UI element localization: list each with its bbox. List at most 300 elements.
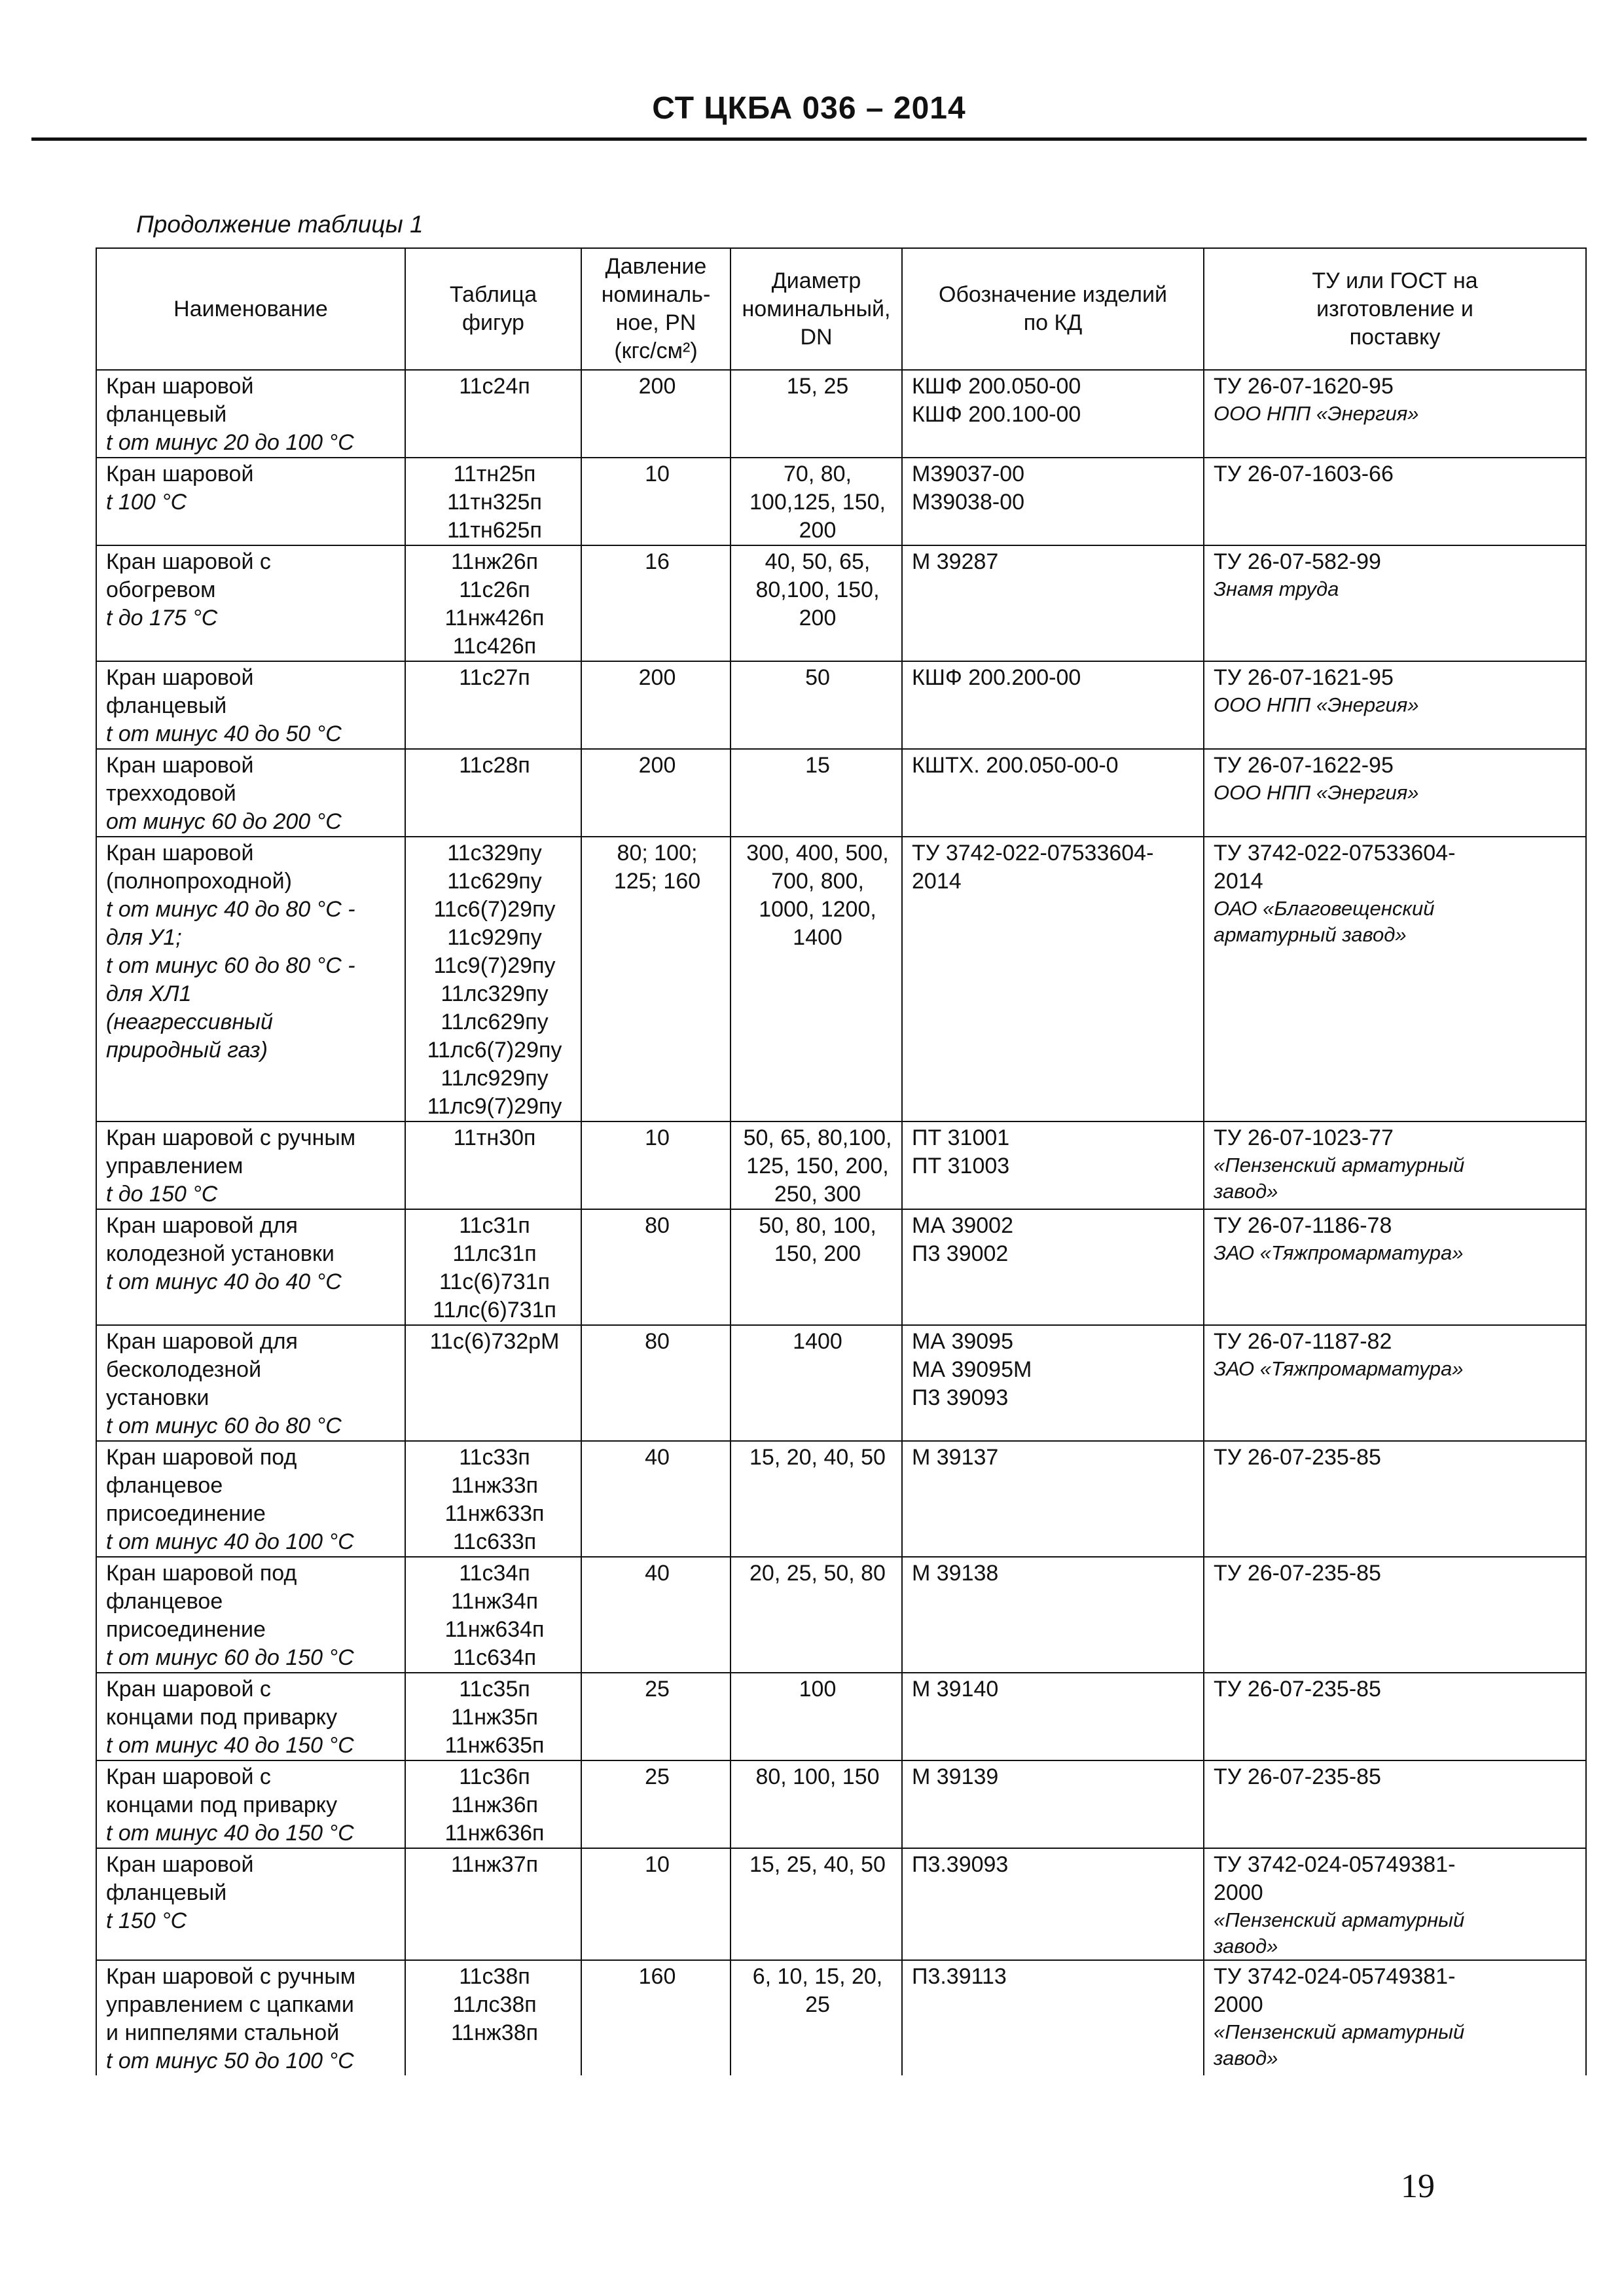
- cell-pn: [581, 1121, 731, 1209]
- cell-pn: [581, 1209, 731, 1325]
- temperature-range: t от минус 60 до 150 °С: [106, 1645, 354, 1670]
- diameter-value: 1400: [793, 1329, 842, 1354]
- tu-designation: ТУ 26-07-235-85: [1214, 1677, 1381, 1702]
- temperature-range: t от минус 40 до 80 °С -: [106, 897, 355, 922]
- diameter-value: 40, 50, 65,: [765, 549, 871, 574]
- valve-name: установки: [106, 1385, 209, 1410]
- table-row: [96, 1557, 1586, 1673]
- cell-tu: [1204, 1441, 1586, 1557]
- valve-name: Кран шаровой: [106, 665, 254, 690]
- temperature-range: t от минус 20 до 100 °С: [106, 430, 354, 455]
- pressure-value: 200: [638, 374, 676, 399]
- cell-dn: [731, 1848, 902, 1960]
- pressure-value: 200: [638, 665, 676, 690]
- cell-pn: [581, 661, 731, 749]
- column-header-text: Наименование: [173, 296, 328, 321]
- valve-table: [96, 247, 1587, 2075]
- valve-name: фланцевый: [106, 402, 227, 427]
- cell-pn: [581, 458, 731, 545]
- figure-code: 11с24п: [459, 374, 530, 399]
- valve-name: фланцевый: [106, 693, 227, 718]
- figure-code: 11нж38п: [450, 2020, 539, 2045]
- temperature-range: t от минус 60 до 80 °С -: [106, 953, 355, 978]
- tu-designation: 2014: [1214, 869, 1263, 894]
- figure-code: 11нж633п: [444, 1501, 545, 1526]
- cell-tu: [1204, 1209, 1586, 1325]
- cell-name: [96, 1673, 405, 1760]
- tu-designation: ТУ 26-07-1620-95: [1214, 374, 1394, 399]
- valve-name: Кран шаровой для: [106, 1213, 298, 1238]
- column-header-text: изготовление и: [1316, 296, 1473, 321]
- cell-dn: [731, 1673, 902, 1760]
- cell-kd: [902, 1848, 1204, 1960]
- cell-kd: [902, 837, 1204, 1121]
- figure-code: 11лс38п: [452, 1992, 537, 2017]
- cell-pn: [581, 1325, 731, 1441]
- tu-designation: ТУ 26-07-1621-95: [1214, 665, 1394, 690]
- cell-dn: [731, 661, 902, 749]
- cell-pn: [581, 1673, 731, 1760]
- pressure-value: 10: [645, 462, 670, 486]
- cell-kd: [902, 1209, 1204, 1325]
- tu-designation: ТУ 3742-024-05749381-: [1214, 1964, 1456, 1989]
- valve-name: присоединение: [106, 1501, 266, 1526]
- figure-code: 11тн625п: [447, 518, 542, 543]
- temperature-range: t до 150 °С: [106, 1182, 218, 1207]
- diameter-value: 25: [805, 1992, 830, 2017]
- diameter-value: 150, 200: [774, 1241, 861, 1266]
- cell-dn: [731, 1960, 902, 2075]
- valve-name: Кран шаровой с ручным: [106, 1125, 356, 1150]
- manufacturer: ОАО «Благовещенский: [1214, 897, 1435, 920]
- kd-designation: М 39287: [912, 549, 999, 574]
- column-header-text: ТУ или ГОСТ на: [1312, 268, 1478, 293]
- table-row: [96, 749, 1586, 837]
- pressure-value: 40: [645, 1445, 670, 1470]
- kd-designation: МА 39002: [912, 1213, 1013, 1238]
- cell-figures: [405, 1325, 581, 1441]
- cell-figures: [405, 1121, 581, 1209]
- valve-name: Кран шаровой с: [106, 549, 271, 574]
- cell-figures: [405, 1441, 581, 1557]
- tu-designation: ТУ 26-07-235-85: [1214, 1561, 1381, 1586]
- cell-name: [96, 1121, 405, 1209]
- diameter-value: 50, 80, 100,: [759, 1213, 876, 1238]
- figure-code: 11с629пу: [447, 869, 542, 894]
- cell-figures: [405, 1848, 581, 1960]
- figure-code: 11нж426п: [444, 606, 545, 630]
- valve-name: Кран шаровой под: [106, 1445, 297, 1470]
- figure-code: 11с633п: [452, 1529, 537, 1554]
- table-row: [96, 1960, 1586, 2075]
- table-caption: Продолжение таблицы 1: [136, 211, 424, 238]
- manufacturer: ЗАО «Тяжпромарматура»: [1214, 1357, 1464, 1380]
- kd-designation: М 39139: [912, 1764, 999, 1789]
- cell-figures: [405, 370, 581, 458]
- tu-designation: ТУ 26-07-1603-66: [1214, 462, 1394, 486]
- cell-kd: [902, 1441, 1204, 1557]
- manufacturer: Знамя труда: [1214, 577, 1339, 600]
- kd-designation: М 39140: [912, 1677, 999, 1702]
- column-header-col-figures: [405, 248, 581, 370]
- figure-code: 11с329пу: [447, 841, 542, 866]
- cell-tu: [1204, 749, 1586, 837]
- pressure-value: 40: [645, 1561, 670, 1586]
- valve-name: Кран шаровой: [106, 753, 254, 778]
- cell-pn: [581, 1960, 731, 2075]
- pressure-value: 80; 100;: [617, 841, 698, 866]
- cell-dn: [731, 1557, 902, 1673]
- cell-dn: [731, 458, 902, 545]
- cell-tu: [1204, 661, 1586, 749]
- manufacturer: завод»: [1214, 2047, 1278, 2069]
- cell-kd: [902, 749, 1204, 837]
- column-header-text: ное, PN: [615, 310, 696, 335]
- figure-code: 11с34п: [459, 1561, 530, 1586]
- temperature-range: (неагрессивный: [106, 1010, 273, 1034]
- pressure-value: 25: [645, 1677, 670, 1702]
- valve-name: трехходовой: [106, 781, 236, 806]
- figure-code: 11нж35п: [450, 1705, 539, 1730]
- valve-name: Кран шаровой: [106, 462, 254, 486]
- figure-code: 11с6(7)29пу: [433, 897, 556, 922]
- cell-pn: [581, 1760, 731, 1848]
- valve-name: Кран шаровой с ручным: [106, 1964, 356, 1989]
- kd-designation: МА 39095: [912, 1329, 1013, 1354]
- pressure-value: 10: [645, 1852, 670, 1877]
- kd-designation: МА 39095М: [912, 1357, 1032, 1382]
- cell-dn: [731, 1209, 902, 1325]
- diameter-value: 15, 20, 40, 50: [749, 1445, 886, 1470]
- cell-figures: [405, 458, 581, 545]
- cell-dn: [731, 1441, 902, 1557]
- figure-code: 11с28п: [459, 753, 530, 778]
- valve-name: (полнопроходной): [106, 869, 292, 894]
- column-header-text: фигур: [462, 310, 524, 335]
- cell-kd: [902, 1960, 1204, 2075]
- valve-name: управлением: [106, 1154, 244, 1178]
- figure-code: 11нж34п: [450, 1589, 539, 1614]
- temperature-range: t от минус 40 до 40 °С: [106, 1269, 342, 1294]
- figure-code: 11нж634п: [444, 1617, 545, 1642]
- figure-code: 11с26п: [459, 577, 530, 602]
- column-header-text: номинальный,: [742, 296, 891, 321]
- cell-tu: [1204, 1557, 1586, 1673]
- cell-name: [96, 458, 405, 545]
- temperature-range: t 100 °С: [106, 490, 187, 515]
- cell-name: [96, 1760, 405, 1848]
- figure-code: 11нж33п: [450, 1473, 539, 1498]
- valve-name: Кран шаровой для: [106, 1329, 298, 1354]
- cell-figures: [405, 1557, 581, 1673]
- figure-code: 11лс9(7)29пу: [427, 1094, 562, 1119]
- table-row: [96, 837, 1586, 1121]
- cell-dn: [731, 370, 902, 458]
- valve-name: Кран шаровой с: [106, 1764, 271, 1789]
- figure-code: 11тн30п: [453, 1125, 536, 1150]
- diameter-value: 70, 80,: [784, 462, 852, 486]
- figure-code: 11с(6)731п: [439, 1269, 550, 1294]
- figure-code: 11лс31п: [452, 1241, 537, 1266]
- cell-name: [96, 1557, 405, 1673]
- valve-name: присоединение: [106, 1617, 266, 1642]
- valve-name: Кран шаровой с: [106, 1677, 271, 1702]
- cell-figures: [405, 1209, 581, 1325]
- diameter-value: 1400: [793, 925, 842, 950]
- table-row: [96, 661, 1586, 749]
- figure-code: 11лс929пу: [441, 1066, 549, 1091]
- figure-code: 11с36п: [459, 1764, 530, 1789]
- diameter-value: 300, 400, 500,: [746, 841, 889, 866]
- cell-tu: [1204, 1673, 1586, 1760]
- kd-designation: КШФ 200.050-00: [912, 374, 1081, 399]
- figure-code: 11нж36п: [450, 1793, 539, 1817]
- diameter-value: 80, 100, 150: [755, 1764, 880, 1789]
- kd-designation: КШФ 200.200-00: [912, 665, 1081, 690]
- manufacturer: ООО НПП «Энергия»: [1214, 693, 1419, 716]
- column-header-col-tu: [1204, 248, 1586, 370]
- cell-name: [96, 1848, 405, 1960]
- table-row: [96, 545, 1586, 661]
- figure-code: 11с634п: [452, 1645, 537, 1670]
- valve-name: Кран шаровой под: [106, 1561, 297, 1586]
- cell-figures: [405, 661, 581, 749]
- cell-kd: [902, 370, 1204, 458]
- temperature-range: от минус 60 до 200 °С: [106, 809, 342, 834]
- diameter-value: 200: [799, 606, 837, 630]
- tu-designation: ТУ 26-07-1023-77: [1214, 1125, 1394, 1150]
- figure-code: 11лс6(7)29пу: [427, 1038, 562, 1063]
- tu-designation: 2000: [1214, 1880, 1263, 1905]
- diameter-value: 6, 10, 15, 20,: [752, 1964, 883, 1989]
- cell-dn: [731, 749, 902, 837]
- valve-name: обогревом: [106, 577, 216, 602]
- temperature-range: t от минус 40 до 50 °С: [106, 721, 342, 746]
- diameter-value: 1000, 1200,: [759, 897, 876, 922]
- cell-tu: [1204, 837, 1586, 1121]
- tu-designation: ТУ 26-07-1187-82: [1214, 1329, 1392, 1354]
- cell-figures: [405, 1760, 581, 1848]
- valve-name: фланцевое: [106, 1589, 223, 1614]
- diameter-value: 700, 800,: [771, 869, 864, 894]
- figure-code: 11с33п: [459, 1445, 530, 1470]
- diameter-value: 125, 150, 200,: [746, 1154, 889, 1178]
- figure-code: 11нж635п: [444, 1733, 545, 1758]
- cell-pn: [581, 1557, 731, 1673]
- kd-designation: КШФ 200.100-00: [912, 402, 1081, 427]
- manufacturer: ООО НПП «Энергия»: [1214, 781, 1419, 804]
- figure-code: 11лс329пу: [441, 981, 549, 1006]
- kd-designation: М 39137: [912, 1445, 999, 1470]
- cell-name: [96, 1960, 405, 2075]
- table-header-row: [96, 248, 1586, 370]
- manufacturer: арматурный завод»: [1214, 923, 1407, 946]
- table-row: [96, 1760, 1586, 1848]
- pressure-value: 10: [645, 1125, 670, 1150]
- manufacturer: завод»: [1214, 1180, 1278, 1203]
- figure-code: 11с35п: [459, 1677, 530, 1702]
- valve-name: концами под приварку: [106, 1793, 338, 1817]
- cell-name: [96, 661, 405, 749]
- column-header-text: Давление: [605, 254, 707, 279]
- table-row: [96, 1848, 1586, 1960]
- kd-designation: ТУ 3742-022-07533604-: [912, 841, 1154, 866]
- column-header-text: по КД: [1023, 310, 1083, 335]
- figure-code: 11с38п: [459, 1964, 530, 1989]
- cell-dn: [731, 1325, 902, 1441]
- kd-designation: М39038-00: [912, 490, 1025, 515]
- cell-figures: [405, 1673, 581, 1760]
- cell-figures: [405, 837, 581, 1121]
- cell-kd: [902, 545, 1204, 661]
- cell-name: [96, 1441, 405, 1557]
- manufacturer: ООО НПП «Энергия»: [1214, 402, 1419, 425]
- table-row: [96, 458, 1586, 545]
- pressure-value: 16: [645, 549, 670, 574]
- manufacturer: «Пензенский арматурный: [1214, 1908, 1465, 1931]
- document-header: [31, 90, 1587, 141]
- kd-designation: П3.39093: [912, 1852, 1009, 1877]
- temperature-range: t от минус 40 до 100 °С: [106, 1529, 354, 1554]
- valve-name: и ниппелями стальной: [106, 2020, 340, 2045]
- valve-name: колодезной установки: [106, 1241, 334, 1266]
- tu-designation: ТУ 26-07-235-85: [1214, 1764, 1381, 1789]
- tu-designation: ТУ 26-07-1622-95: [1214, 753, 1394, 778]
- column-header-text: DN: [800, 324, 833, 350]
- cell-figures: [405, 749, 581, 837]
- temperature-range: для ХЛ1: [106, 981, 192, 1006]
- cell-tu: [1204, 545, 1586, 661]
- diameter-value: 250, 300: [774, 1182, 861, 1207]
- cell-tu: [1204, 370, 1586, 458]
- figure-code: 11нж26п: [450, 549, 539, 574]
- cell-figures: [405, 545, 581, 661]
- cell-pn: [581, 545, 731, 661]
- column-header-text: номиналь-: [601, 282, 711, 307]
- cell-name: [96, 837, 405, 1121]
- table-row: [96, 1121, 1586, 1209]
- cell-pn: [581, 837, 731, 1121]
- diameter-value: 15: [805, 753, 830, 778]
- column-header-col-dn: [731, 248, 902, 370]
- manufacturer: «Пензенский арматурный: [1214, 1154, 1465, 1176]
- cell-pn: [581, 1441, 731, 1557]
- tu-designation: ТУ 26-07-235-85: [1214, 1445, 1381, 1470]
- temperature-range: для У1;: [106, 925, 182, 950]
- table-row: [96, 1325, 1586, 1441]
- diameter-value: 80,100, 150,: [755, 577, 880, 602]
- cell-name: [96, 370, 405, 458]
- diameter-value: 15, 25, 40, 50: [749, 1852, 886, 1877]
- cell-dn: [731, 1760, 902, 1848]
- valve-name: управлением с цапками: [106, 1992, 354, 2017]
- kd-designation: КШТХ. 200.050-00-0: [912, 753, 1119, 778]
- diameter-value: 20, 25, 50, 80: [749, 1561, 886, 1586]
- page-number: 19: [1401, 2168, 1435, 2205]
- pressure-value: 80: [645, 1213, 670, 1238]
- valve-name: Кран шаровой: [106, 374, 254, 399]
- kd-designation: П3 39002: [912, 1241, 1009, 1266]
- temperature-range: t от минус 40 до 150 °С: [106, 1821, 354, 1846]
- manufacturer: завод»: [1214, 1935, 1278, 1958]
- cell-kd: [902, 1121, 1204, 1209]
- cell-pn: [581, 370, 731, 458]
- kd-designation: ПТ 31003: [912, 1154, 1010, 1178]
- pressure-value: 125; 160: [613, 869, 701, 894]
- valve-name: Кран шаровой: [106, 841, 254, 866]
- table-body: [96, 370, 1586, 2075]
- figure-code: 11с31п: [459, 1213, 530, 1238]
- column-header-text: Обозначение изделий: [939, 282, 1167, 307]
- temperature-range: t от минус 60 до 80 °С: [106, 1413, 342, 1438]
- diameter-value: 50: [805, 665, 830, 690]
- cell-tu: [1204, 1760, 1586, 1848]
- temperature-range: t от минус 40 до 150 °С: [106, 1733, 354, 1758]
- tu-designation: 2000: [1214, 1992, 1263, 2017]
- column-header-text: (кгс/см²): [614, 338, 698, 363]
- valve-name: концами под приварку: [106, 1705, 338, 1730]
- diameter-value: 100,125, 150,: [749, 490, 886, 515]
- figure-code: 11с(6)732рМ: [429, 1329, 560, 1354]
- manufacturer: «Пензенский арматурный: [1214, 2020, 1465, 2043]
- cell-kd: [902, 458, 1204, 545]
- figure-code: 11с929пу: [447, 925, 542, 950]
- table-row: [96, 1673, 1586, 1760]
- cell-tu: [1204, 1848, 1586, 1960]
- diameter-value: 15, 25: [786, 374, 849, 399]
- figure-code: 11нж37п: [450, 1852, 539, 1877]
- cell-pn: [581, 749, 731, 837]
- column-header-text: поставку: [1349, 324, 1441, 350]
- table-row: [96, 1209, 1586, 1325]
- cell-figures: [405, 1960, 581, 2075]
- valve-name: фланцевое: [106, 1473, 223, 1498]
- temperature-range: t до 175 °С: [106, 606, 218, 630]
- tu-designation: ТУ 26-07-582-99: [1214, 549, 1381, 574]
- cell-tu: [1204, 1121, 1586, 1209]
- cell-name: [96, 545, 405, 661]
- manufacturer: ЗАО «Тяжпромарматура»: [1214, 1241, 1464, 1264]
- kd-designation: 2014: [912, 869, 962, 894]
- diameter-value: 200: [799, 518, 837, 543]
- cell-tu: [1204, 1960, 1586, 2075]
- kd-designation: М39037-00: [912, 462, 1025, 486]
- tu-designation: ТУ 3742-022-07533604-: [1214, 841, 1456, 866]
- figure-code: 11нж636п: [444, 1821, 545, 1846]
- table-row: [96, 1441, 1586, 1557]
- temperature-range: t 150 °С: [106, 1908, 187, 1933]
- column-header-col-pn: [581, 248, 731, 370]
- tu-designation: ТУ 26-07-1186-78: [1214, 1213, 1392, 1238]
- pressure-value: 80: [645, 1329, 670, 1354]
- figure-code: 11с9(7)29пу: [433, 953, 556, 978]
- valve-name: бесколодезной: [106, 1357, 262, 1382]
- cell-tu: [1204, 458, 1586, 545]
- cell-pn: [581, 1848, 731, 1960]
- pressure-value: 160: [638, 1964, 676, 1989]
- figure-code: 11тн25п: [453, 462, 536, 486]
- cell-name: [96, 1325, 405, 1441]
- cell-kd: [902, 1673, 1204, 1760]
- cell-name: [96, 1209, 405, 1325]
- kd-designation: П3.39113: [912, 1964, 1007, 1989]
- cell-dn: [731, 1121, 902, 1209]
- valve-name: фланцевый: [106, 1880, 227, 1905]
- cell-dn: [731, 545, 902, 661]
- temperature-range: t от минус 50 до 100 °С: [106, 2049, 354, 2073]
- diameter-value: 50, 65, 80,100,: [743, 1125, 892, 1150]
- column-header-text: Диаметр: [771, 268, 861, 293]
